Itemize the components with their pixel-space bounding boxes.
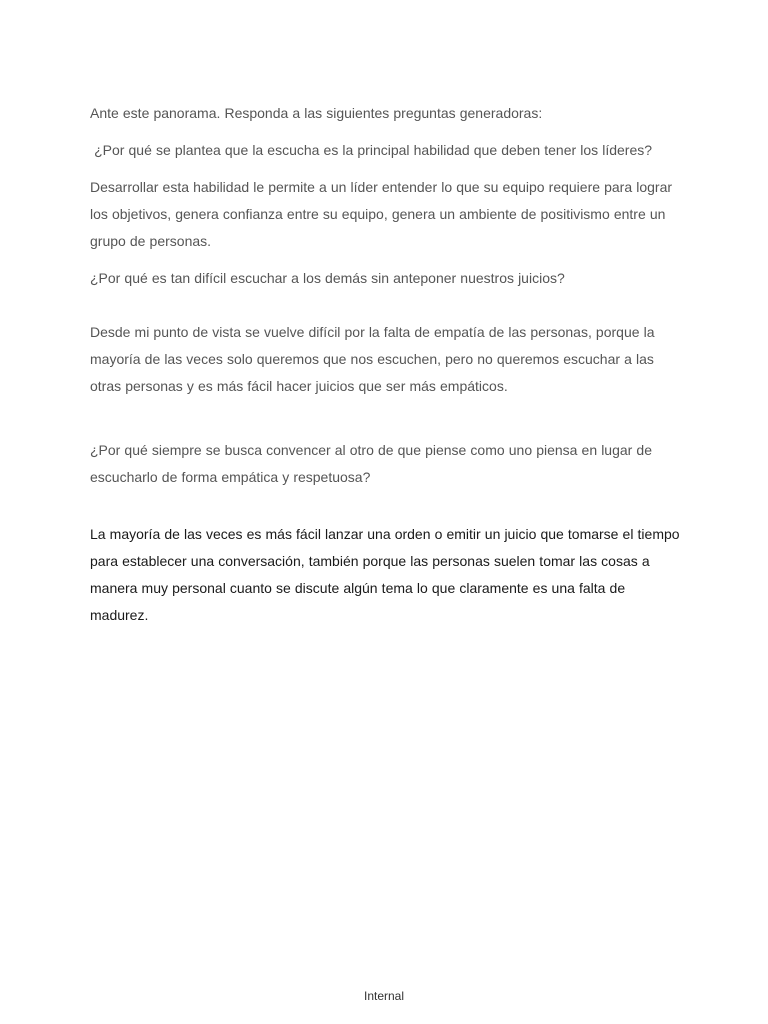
answer-2: Desde mi punto de vista se vuelve difícil por la falta de empatía de las personas, porque la mayoría de las veces solo queremos que nos escuchen, pero no queremos escuchar a las otras personas y es más fácil hacer juicios que ser más empáticos. [90, 324, 655, 394]
answer-1: Desarrollar esta habilidad le permite a un líder entender lo que su equipo requiere para lograr los objetivos, genera confianza entre su equipo, genera un ambiente de positivismo entre un grupo de personas. [90, 179, 673, 249]
question-1: ¿Por qué se plantea que la escucha es la principal habilidad que deben tener los líderes? [90, 142, 653, 158]
question-3: ¿Por qué siempre se busca convencer al otro de que piense como uno piensa en lugar de escucharlo de forma empática y respetuosa? [90, 442, 652, 485]
answer-3: La mayoría de las veces es más fácil lanzar una orden o emitir un juicio que tomarse el tiempo para establecer una conversación, también porque las personas suelen tomar las cosas a manera muy personal cuanto se discute algún tema lo que claramente es una falta de madurez. [90, 526, 680, 623]
footer-classification-label: Internal [363, 989, 405, 1003]
intro-paragraph: Ante este panorama. Responda a las siguientes preguntas generadoras: [90, 105, 543, 121]
document-body [90, 100, 680, 629]
question-2: ¿Por qué es tan difícil escuchar a los demás sin anteponer nuestros juicios? [90, 270, 565, 286]
